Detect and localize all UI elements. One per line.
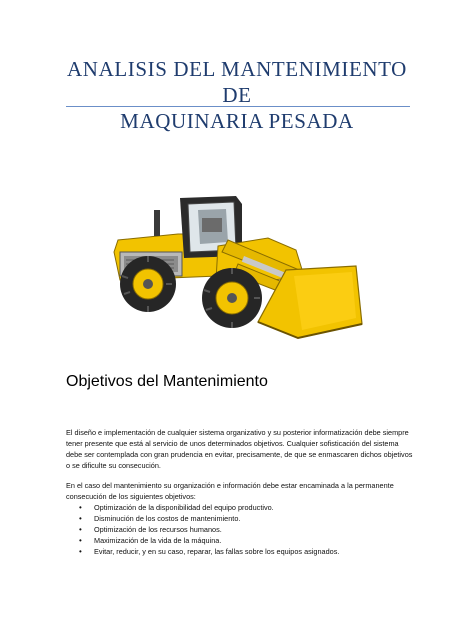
paragraph-objectives-intro: En el caso del mantenimiento su organización e información debe estar encaminada a la permanente consecución de los siguientes objetivos:: [66, 481, 394, 501]
title-line-2: MAQUINARIA PESADA: [120, 109, 354, 133]
bullet-icon: •: [79, 525, 82, 534]
list-item: [66, 502, 416, 513]
list-item: [66, 546, 416, 557]
list-item: [66, 524, 416, 535]
objective-text: Maximización de la vida de la máquina.: [94, 536, 222, 545]
wheel-loader-image: [108, 190, 366, 340]
objective-text: Optimización de la disponibilidad del equipo productivo.: [94, 503, 274, 512]
objective-text: Optimización de los recursos humanos.: [94, 525, 222, 534]
list-item: [66, 513, 416, 524]
wheel-loader-icon: [108, 190, 366, 340]
document-title: [60, 56, 414, 134]
paragraph-intro: El diseño e implementación de cualquier sistema organizativo y su posterior informatización debe siempre tener presente que está al servicio de unos determinados objetivos. Cualquier sofisticación del sistema debe ser contemplada con gran prudencia en evitar, precisamente, de que se enmascaren dichos objetivos o se dificulte su consecución.: [66, 428, 413, 470]
objective-text: Evitar, reducir, y en su caso, reparar, las fallas sobre los equipos asignados.: [94, 547, 340, 556]
bullet-icon: •: [79, 547, 82, 556]
bullet-icon: •: [79, 514, 82, 523]
title-underline: [66, 106, 410, 107]
bullet-icon: •: [79, 503, 82, 512]
bullet-icon: •: [79, 536, 82, 545]
title-line-1: ANALISIS DEL MANTENIMIENTO DE: [67, 57, 407, 107]
list-item: [66, 535, 416, 546]
section-heading: Objetivos del Mantenimiento: [66, 373, 268, 390]
objectives-list: [66, 502, 416, 557]
objective-text: Disminución de los costos de mantenimiento.: [94, 514, 241, 523]
